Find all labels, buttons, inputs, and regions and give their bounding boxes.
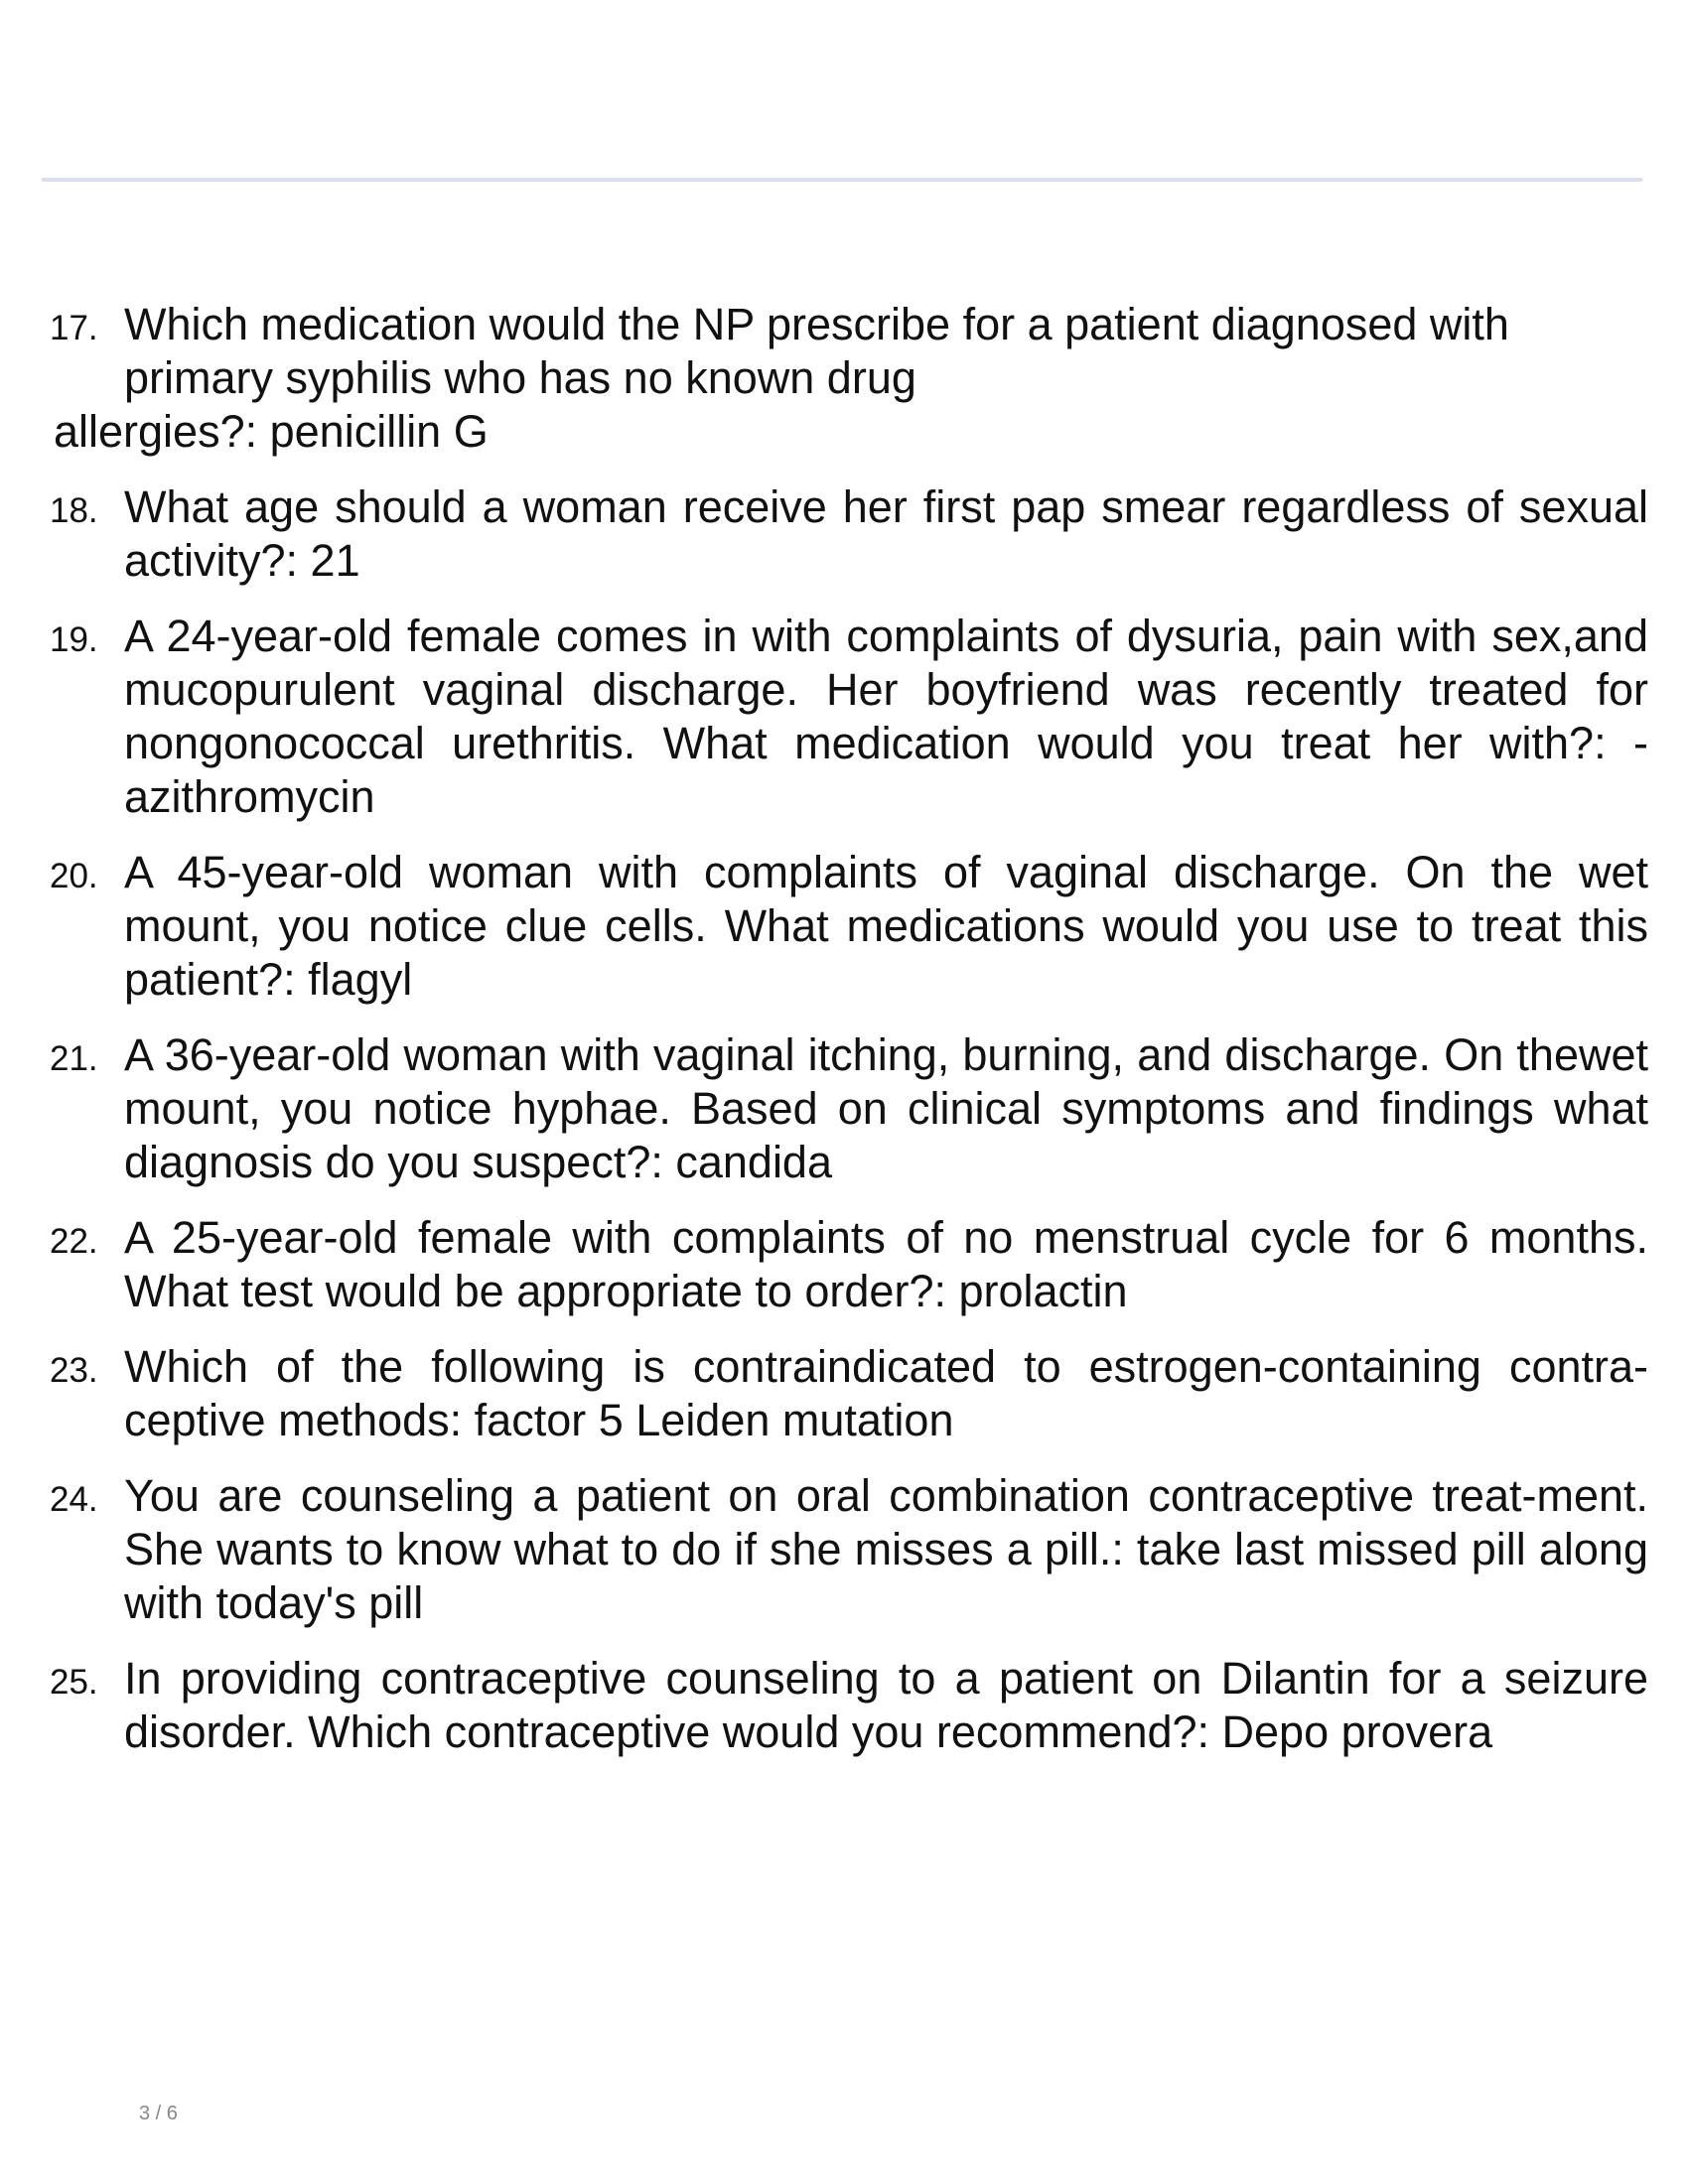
question-list bbox=[0, 298, 1688, 1781]
question-number: 22. bbox=[50, 1222, 98, 1261]
header-divider bbox=[42, 178, 1642, 182]
question-item-24 bbox=[0, 1469, 1688, 1630]
question-text: You are counseling a patient on oral combination contraceptive treat-ment. She wants to know what to do if she misses a pill.: take last missed pill along with today's pill bbox=[124, 1470, 1648, 1628]
question-number: 20. bbox=[50, 857, 98, 895]
question-item-22 bbox=[0, 1211, 1688, 1318]
question-text: Which of the following is contraindicated to estrogen-containing contra-ceptive methods: factor 5 Leiden mutation bbox=[124, 1341, 1648, 1445]
question-item-25 bbox=[0, 1652, 1688, 1759]
question-text: A 25-year-old female with complaints of no menstrual cycle for 6 months. What test would be appropriate to order?: prolactin bbox=[124, 1212, 1648, 1316]
question-text: A 36-year-old woman with vaginal itching, burning, and discharge. On thewet mount, you notice hyphae. Based on clinical symptoms and findings what diagnosis do you suspect?: candida bbox=[124, 1029, 1648, 1187]
question-text: Which medication would the NP prescribe for a patient diagnosed with primary syphilis who has no known drug bbox=[124, 299, 1509, 403]
question-number: 24. bbox=[50, 1480, 98, 1519]
question-item-18 bbox=[0, 480, 1688, 588]
question-text: A 45-year-old woman with complaints of vaginal discharge. On the wet mount, you notice clue cells. What medications would you use to treat this patient?: flagyl bbox=[124, 847, 1648, 1005]
question-continuation: allergies?: penicillin G bbox=[54, 406, 489, 457]
question-item-23 bbox=[0, 1340, 1688, 1447]
question-number: 18. bbox=[50, 491, 98, 530]
question-number: 25. bbox=[50, 1663, 98, 1702]
question-text: In providing contraceptive counseling to a patient on Dilantin for a seizure disorder. Which contraceptive would you recommend?: Depo provera bbox=[124, 1653, 1648, 1757]
question-item-17 bbox=[0, 298, 1688, 459]
question-text: A 24-year-old female comes in with complaints of dysuria, pain with sex,and mucopurulent vaginal discharge. Her boyfriend was recently treated for nongonococcal urethritis. What medication would you treat her with?: - azithromycin bbox=[124, 611, 1648, 822]
page-number: 3 / 6 bbox=[139, 2103, 178, 2124]
question-item-20 bbox=[0, 846, 1688, 1007]
question-item-19 bbox=[0, 610, 1688, 824]
question-number: 19. bbox=[50, 620, 98, 659]
question-number: 21. bbox=[50, 1039, 98, 1078]
question-text: What age should a woman receive her first pap smear regardless of sexual activity?: 21 bbox=[124, 481, 1648, 586]
question-item-21 bbox=[0, 1028, 1688, 1189]
question-number: 23. bbox=[50, 1351, 98, 1390]
question-number: 17. bbox=[50, 309, 98, 347]
